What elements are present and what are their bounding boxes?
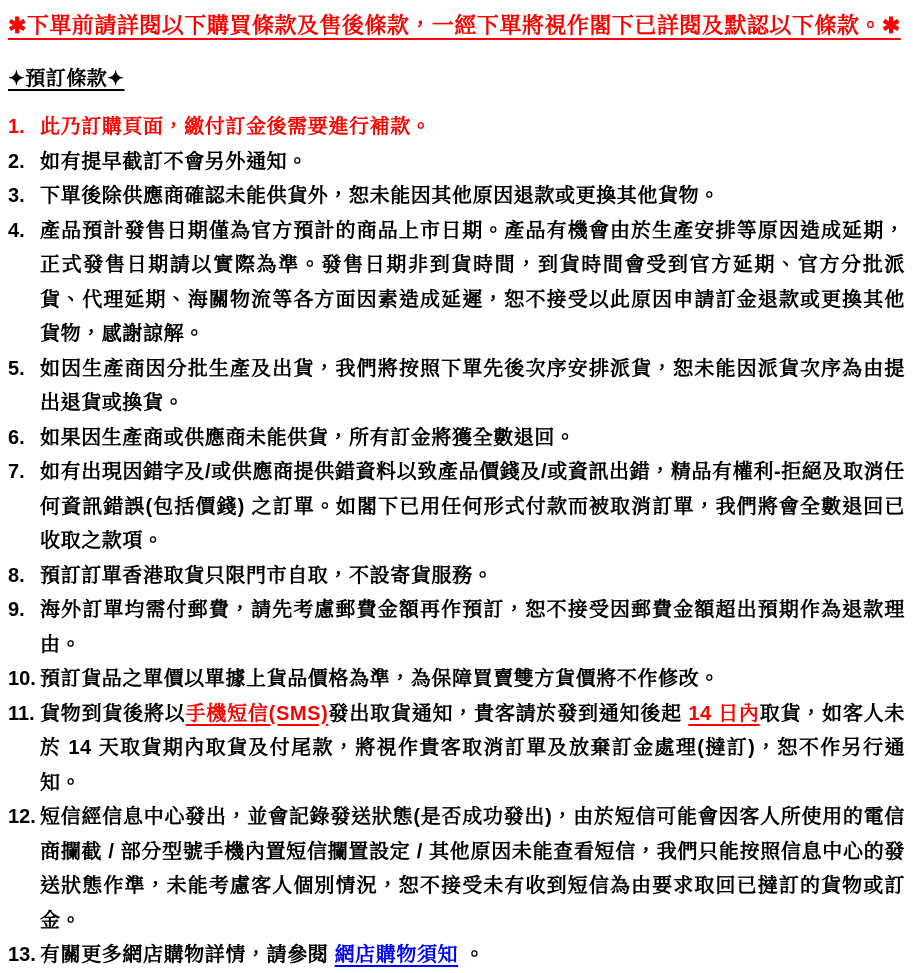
term-number: 12.	[8, 806, 36, 828]
term-number: 5.	[8, 357, 25, 380]
term-text: 下單後除供應商確認未能供貨外，恕未能因其他原因退款或更換其他貨物。	[40, 185, 720, 207]
term-text: 預訂訂單香港取貨只限門市自取，不設寄貨服務。	[40, 564, 494, 587]
section-title-preorder-terms: ✦預訂條款✦	[8, 68, 125, 90]
term-number: 13.	[8, 944, 36, 966]
term-item-11	[8, 697, 905, 801]
sms-highlight: 手機短信(SMS)	[185, 702, 329, 725]
term-item-1	[8, 110, 905, 145]
term-item-2	[8, 145, 905, 180]
term-number: 2.	[8, 150, 25, 173]
term-number: 10.	[8, 668, 36, 690]
term-text: 取貨，如客人未於 14 天取貨期內取貨及付尾款，將視作貴客取消訂單及放棄訂金處理(撻訂)，恕不作另行通知。	[40, 702, 906, 794]
term-item-9	[8, 593, 905, 662]
term-item-10	[8, 662, 905, 697]
term-text: 貨物到貨後將以	[40, 702, 186, 725]
term-item-5	[8, 352, 905, 421]
term-number: 6.	[8, 426, 25, 449]
term-text: 此乃訂購頁面，繳付訂金後需要進行補款。	[40, 116, 432, 138]
term-text: 。	[458, 944, 485, 966]
term-item-13	[8, 938, 905, 973]
term-item-12	[8, 800, 905, 938]
pickup-deadline-highlight: 14 日內	[688, 702, 760, 725]
term-number: 7.	[8, 461, 25, 483]
term-number: 9.	[8, 599, 25, 621]
term-text: 如有提早截訂不會另外通知。	[40, 150, 308, 173]
term-item-8	[8, 559, 905, 594]
store-shopping-guide-link[interactable]: 網店購物須知	[334, 944, 459, 966]
term-number: 3.	[8, 185, 25, 207]
term-number: 11.	[8, 702, 35, 725]
term-item-4	[8, 214, 905, 352]
term-text: 短信經信息中心發出，並會記錄發送狀態(是否成功發出)，由於短信可能會因客人所使用的電信商攔截 / 部分型號手機內置短信攔置設定 / 其他原因未能查看短信，我們只能按照信息中心的發送狀態作準，未能考慮客人個別情況，恕不接受未有收到短信為由要求取回已撻訂的貨物或訂金。	[40, 806, 905, 932]
term-text: 產品預計發售日期僅為官方預計的商品上市日期。產品有機會由於生產安排等原因造成延期，正式發售日期請以實際為準。發售日期非到貨時間，到貨時間會受到官方延期、官方分批派貨、代理延期、海關物流等各方面因素造成延遲，恕不接受以此原因申請訂金退款或更換其他貨物，感謝諒解。	[40, 219, 905, 345]
term-number: 8.	[8, 564, 25, 587]
term-text: 有關更多網店購物詳情，請參閱	[40, 944, 335, 966]
term-text: 如果因生產商或供應商未能供貨，所有訂金將獲全數退回。	[40, 426, 576, 449]
term-text: 發出取貨通知，貴客請於發到通知後起	[328, 702, 689, 725]
term-number: 4.	[8, 219, 25, 242]
term-text: 預訂貨品之單價以單據上貨品價格為準，為保障買賣雙方貨價將不作修改。	[40, 668, 720, 690]
term-text: 如有出現因錯字及/或供應商提供錯資料以致產品價錢及/或資訊出錯，精品有權利-拒絕及取消任何資訊錯誤(包括價錢) 之訂單。如閣下已用任何形式付款而被取消訂單，我們將會全數退回已收取之款項。	[40, 461, 905, 552]
terms-list	[8, 110, 905, 973]
term-item-3	[8, 179, 905, 214]
term-item-6	[8, 421, 905, 456]
pre-order-notice: ✱下單前請詳閱以下購買條款及售後條款，一經下單將視作閣下已詳閱及默認以下條款。✱	[8, 13, 901, 38]
term-text: 如因生產商因分批生產及出貨，我們將按照下單先後次序安排派貨，恕未能因派貨次序為由提出退貨或換貨。	[40, 357, 905, 414]
term-item-7	[8, 455, 905, 559]
term-text: 海外訂單均需付郵費，請先考慮郵費金額再作預訂，恕不接受因郵費金額超出預期作為退款理由。	[40, 599, 905, 656]
term-number: 1.	[8, 116, 25, 138]
